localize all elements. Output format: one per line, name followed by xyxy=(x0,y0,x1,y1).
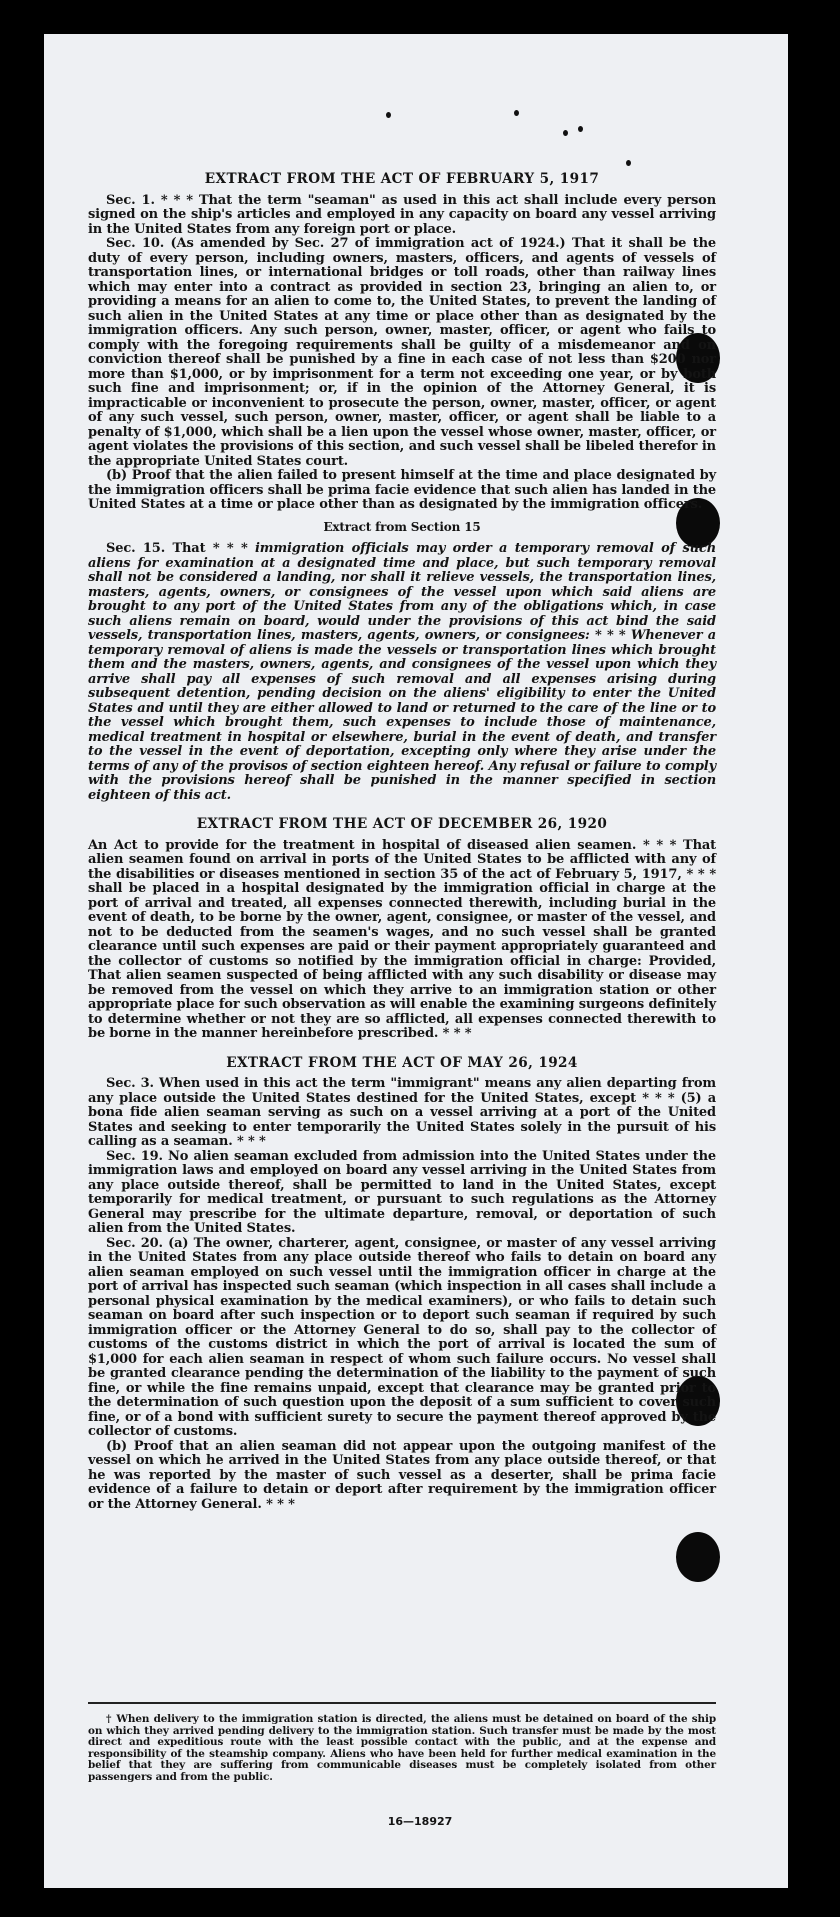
paragraph: Sec. 20. (a) The owner, charterer, agent, consignee, or master of any vessel arriving in the United States from any place outside thereof who fails to detain on board any alien seaman employed on such vessel until the immigration officer in charge at the port of arrival has inspected such seaman (which inspection in all cases shall include a personal physical examination by the medical examiners), or who fails to detain such seaman on board after such inspection or to deport such seaman if required by such immigration officer or the Attorney General to do so, shall pay to the collector of customs of the customs district in which the port of arrival is located the sum of $1,000 for each alien seaman in respect of whom such failure occurs. No vessel shall be granted clearance pending the determination of the liability to the payment of such fine, or while the fine remains unpaid, except that clearance may be granted prior to the determination of such question upon the deposit of a sum sufficient to cover such fine, or of a bond with sufficient surety to secure the payment thereof approved by the collector of customs. xyxy=(88,1235,716,1439)
paragraph: (b) Proof that the alien failed to present himself at the time and place designated by the immigration officers shall be prima facie evidence that such alien has landed in the United States at a time or place other than as designated by the immigration officers. xyxy=(88,468,716,512)
section-heading: EXTRACT FROM THE ACT OF DECEMBER 26, 1920 xyxy=(196,816,608,832)
paragraph: (b) Proof that an alien seaman did not appear upon the outgoing manifest of the vessel on which he arrived in the United States from any place outside thereof, or that he was reported by the master of such vessel as a deserter, shall be prima facie evidence of a failure to detain or deport after requirement by the immigration officer or the Attorney General. * * * xyxy=(88,1438,716,1512)
form-number: 16—18927 xyxy=(387,1815,453,1828)
paper-speck xyxy=(514,110,519,116)
section-lead: Sec. 15. That * * * xyxy=(106,541,256,556)
paper-speck xyxy=(386,112,391,118)
paper-speck xyxy=(563,130,568,136)
section-heading: EXTRACT FROM THE ACT OF FEBRUARY 5, 1917 xyxy=(204,171,600,187)
footnote-divider xyxy=(88,1702,716,1704)
footnote-text: † When delivery to the immigration station is directed, the aliens must be detained on board of the ship on which they arrived pending delivery to the immigration station. Such transfer must be made by the most direct and expeditious route with the least possible contact with the public, and at the expense and responsibility of the steamship company. Aliens who have been held for further medical examination in the belief that they are suffering from communicable diseases must be completely isolated from other passengers and from the public. xyxy=(88,1713,716,1783)
section-heading: EXTRACT FROM THE ACT OF MAY 26, 1924 xyxy=(226,1054,578,1071)
paragraph: An Act to provide for the treatment in hospital of diseased alien seamen. * * * That alien seamen found on arrival in ports of the United States to be afflicted with any of the disabilities or diseases mentioned in section 35 of the act of February 5, 1917, * * * shall be placed in a hospital designated by the immigration official in charge at the port of arrival and treated, all expenses connected therewith, including burial in the event of death, to be borne by the owner, agent, consignee, or master of the vessel, and not to be deducted from the seamen's wages, and no such vessel shall be granted clearance until such expenses are paid or their payment appropriately guaranteed and the collector of customs so notified by the immigration official in charge: Provided, That alien seamen suspected of being afflicted with any such disability or disease may be removed from the vessel on which they arrive to an immigration station or other appropriate place for such observation as will enable the examining surgeons definitely to determine whether or not they are so afflicted, all expenses connected therewith to be borne in the manner hereinbefore prescribed. * * * xyxy=(88,837,716,1041)
spacer xyxy=(88,1042,716,1056)
italic-text: immigration officials may order a temporary removal of such aliens for examination at a designated time and place, but such temporary removal shall not be considered a landing, nor shall it relieve vessels, the transportation lines, masters, agents, owners, or consignees of the vessel upon which said aliens are brought to any port of the United States from any of the obligations which, in case such aliens remain on board, would under the provisions of this act bind the said vessels, transportation lines, masters, agents, owners, or consignees: * * * Whenever a temporary removal of aliens is made the vessels or transportation lines which brought them and the masters, owners, agents, and consignees of the vessel upon which they arrive shall pay all expenses of such removal and all expenses arising during subsequent detention, pending decision on the aliens' eligibility to enter the United States and until they are either allowed to land or returned to the care of the line or to the vessel which brought them, such expenses to include those of maintenance, medical treatment in hospital or elsewhere, burial in the event of death, and transfer to the vessel in the event of deportation, excepting only where they arise under the terms of any of the provisos of section eighteen hereof. Any refusal or failure to comply with the provisions hereof shall be punished in the manner specified in section eighteen of this act. xyxy=(88,541,716,803)
paragraph: Sec. 1. * * * That the term "seaman" as used in this act shall include every person signed on the ship's articles and employed in any capacity on board any vessel arriving in the United States from any foreign port or place. xyxy=(88,192,716,237)
spacer xyxy=(88,803,716,817)
paragraph xyxy=(88,542,716,803)
footnote xyxy=(88,1714,716,1783)
sub-heading: Extract from Section 15 xyxy=(323,519,481,534)
paragraph: Sec. 19. No alien seaman excluded from admission into the United States under the immigration laws and employed on board any vessel arriving in the United States from any place outside thereof, shall be permitted to land in the United States, except temporarily for medical treatment, or pursuant to such regulations as the Attorney General may prescribe for the ultimate departure, removal, or deportation of such alien from the United States. xyxy=(88,1148,716,1236)
paragraph: Sec. 3. When used in this act the term "immigrant" means any alien departing from any place outside the United States destined for the United States, except * * * (5) a bona fide alien seaman serving as such on a vessel arriving at a port of the United States and seeking to enter temporarily the United States solely in the pursuit of his calling as a seaman. * * * xyxy=(88,1076,716,1149)
paper-speck xyxy=(578,126,583,132)
document-body xyxy=(88,172,716,1512)
paragraph: Sec. 10. (As amended by Sec. 27 of immigration act of 1924.) That it shall be the duty of every person, including owners, masters, officers, and agents of vessels of transportation lines, or international bridges or toll roads, other than railway lines which may enter into a contract as provided in section 23, bringing an alien to, or providing a means for an alien to come to, the United States, to prevent the landing of such alien in the United States at any time or place other than as designated by the immigration officers. Any such person, owner, master, officer, or agent who fails to comply with the foregoing requirements shall be guilty of a misdemeanor and on conviction thereof shall be punished by a fine in each case of not less than $200 nor more than $1,000, or by imprisonment for a term not exceeding one year, or by both such fine and imprisonment; or, if in the opinion of the Attorney General, it is impracticable or inconvenient to prosecute the person, owner, master, officer, or agent of any such vessel, such person, owner, master, officer, or agent shall be liable to a penalty of $1,000, which shall be a lien upon the vessel whose owner, master, officer, or agent violates the provisions of this section, and such vessel shall be libeled therefor in the appropriate United States court. xyxy=(88,236,716,469)
paper-speck xyxy=(626,160,631,166)
punch-hole xyxy=(676,1532,720,1582)
